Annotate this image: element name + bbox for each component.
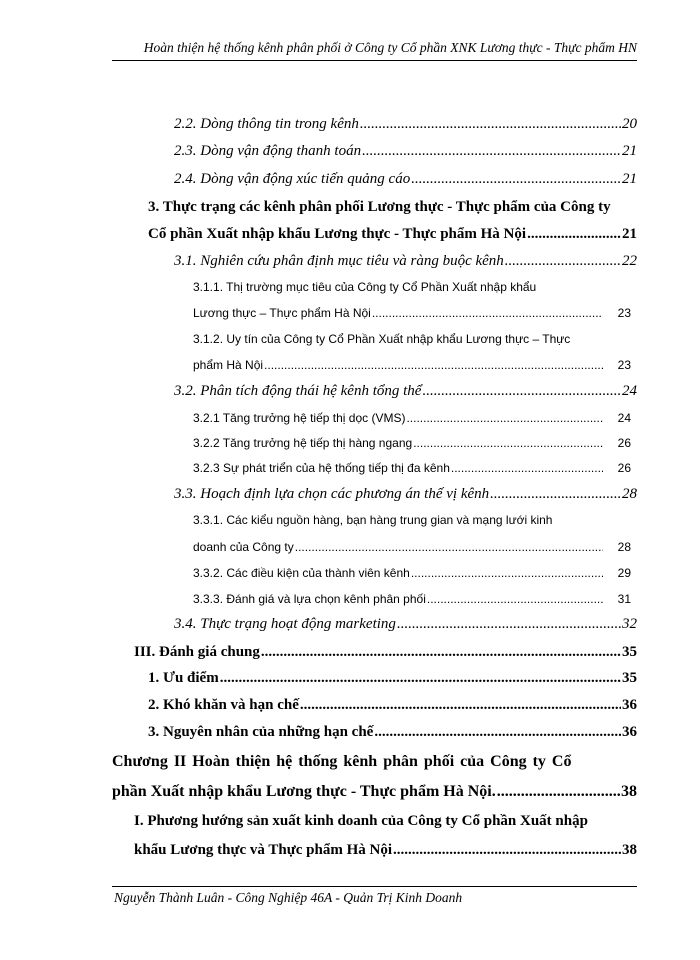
footer-author: Nguyễn Thành Luân - Công Nghiệp 46A - Quản Trị Kinh Doanh [114,890,463,905]
toc-leader [360,116,621,133]
toc-entry-iii-2[interactable] [148,697,637,714]
toc-entry-3[interactable] [148,226,637,243]
toc-entry-title: 3.2.1 Tăng trưởng hệ tiếp thị dọc (VMS) [193,411,406,425]
toc-entry-page: 21 [622,171,637,187]
toc-entry-title: 3.2.3 Sự phát triển của hệ thống tiếp thị đa kênh [193,461,450,475]
toc-entry-3-2-2[interactable] [193,436,631,450]
toc-entry-title: 3.2.2 Tăng trưởng hệ tiếp thị hàng ngang [193,436,413,450]
toc-entry-title: doanh của Công ty [193,540,294,554]
toc-entry-2-4[interactable] [174,171,637,188]
toc-entry-page: 21 [622,226,637,242]
toc-entry-iii-3[interactable] [148,724,637,741]
toc-entry-page: 32 [622,616,637,632]
toc-entry-title: 3.3.2. Các điều kiện của thành viên kênh [193,566,410,580]
toc-entry-title: 3.4. Thực trạng hoạt động marketing [174,616,396,632]
toc-entry-page: 23 [617,306,631,320]
toc-entry-page: 29 [617,566,631,580]
toc-leader [393,842,621,859]
toc-entry-iii-1[interactable] [148,670,637,687]
toc-entry-3-1-2[interactable] [193,358,631,372]
toc-entry-page: 38 [621,783,637,800]
toc-entry-3-3-3[interactable] [193,592,631,606]
toc-entry-page: 26 [617,436,631,450]
toc-leader [406,411,602,425]
toc-entry-3-4[interactable] [174,616,637,633]
toc-chapter-2-line1: Chương II Hoàn thiện hệ thống kênh phân phối của Công ty Cổ [112,753,572,770]
toc-entry-page: 28 [622,486,637,502]
toc-entry-title: Cổ phần Xuất nhập khẩu Lương thực - Thực phẩm Hà Nội [148,226,527,242]
toc-entry-title: 3. Nguyên nhân của những hạn chế [148,724,374,740]
toc-entry-page: 24 [617,411,631,425]
toc-entry-3-line1: 3. Thực trạng các kênh phân phối Lương thực - Thực phẩm của Công ty [148,199,611,215]
toc-leader [220,670,621,687]
toc-entry-title: 3.3.3. Đánh giá và lựa chọn kênh phân phối [193,592,426,606]
toc-leader [527,226,621,243]
toc-leader [374,724,621,741]
toc-entry-page: 31 [617,592,631,606]
toc-entry-3-3-2[interactable] [193,566,631,580]
toc-leader [411,171,621,188]
toc-leader [505,253,621,270]
toc-entry-page: 24 [622,383,637,399]
toc-entry-title: 2.4. Dòng vận động xúc tiến quảng cáo [174,171,411,187]
toc-leader [372,306,603,320]
toc-entry-title: Lương thực – Thực phẩm Hà Nội [193,306,371,320]
toc-entry-iii[interactable] [134,644,637,661]
toc-entry-page: 23 [617,358,631,372]
toc-leader [413,436,602,450]
toc-entry-page: 20 [622,116,637,132]
toc-entry-3-1-1-line1: 3.1.1. Thị trường mục tiêu của Công ty Cổ Phần Xuất nhập khẩu [193,280,537,294]
toc-leader [264,358,603,372]
toc-entry-title: 2.3. Dòng vận động thanh toán [174,143,362,159]
toc-leader [261,644,621,661]
toc-entry-title: 2. Khó khăn và hạn chế [148,697,299,713]
toc-leader [422,383,621,400]
toc-entry-page: 35 [622,644,637,660]
toc-entry-title: phẩm Hà Nội [193,358,264,372]
toc-leader [490,486,621,503]
toc-entry-title: 2.2. Dòng thông tin trong kênh [174,116,359,132]
toc-entry-3-3[interactable] [174,486,637,503]
toc-entry-page: 22 [622,253,637,269]
toc-entry-title: 1. Ưu điểm [148,670,219,686]
toc-leader [427,592,603,606]
toc-entry-3-3-1[interactable] [193,540,631,554]
header-title: Hoàn thiện hệ thống kênh phân phối ở Công ty Cổ phần XNK Lương thực - Thực phẩm HN [143,40,637,55]
toc-leader [295,540,603,554]
toc-entry-title: 3.2. Phân tích động thái hệ kênh tổng thể [174,383,422,399]
toc-entry-2-3[interactable] [174,143,637,160]
toc-leader [362,143,621,160]
toc-entry-3-1-2-line1: 3.1.2. Uy tín của Công ty Cổ Phần Xuất nhập khẩu Lương thực – Thực [193,332,571,346]
toc-leader [451,461,603,475]
toc-entry-title: phần Xuất nhập khẩu Lương thực - Thực phẩm Hà Nội. [112,783,496,800]
toc-entry-page: 38 [622,842,637,858]
page-footer [112,886,637,905]
toc-entry-title: 3.1. Nghiên cứu phân định mục tiêu và ràng buộc kênh [174,253,504,269]
toc-entry-page: 35 [622,670,637,686]
toc-entry-3-2[interactable] [174,383,637,400]
toc-entry-ii-i[interactable] [134,842,637,859]
toc-entry-3-2-3[interactable] [193,461,631,475]
toc-entry-3-1[interactable] [174,253,637,270]
toc-entry-page: 21 [622,143,637,159]
toc-entry-page: 36 [622,697,637,713]
toc-entry-title: III. Đánh giá chung [134,644,260,660]
toc-entry-3-2-1[interactable] [193,411,631,425]
toc-entry-page: 28 [617,540,631,554]
toc-entry-ii-i-line1: I. Phương hướng sản xuất kinh doanh của Công ty Cổ phần Xuất nhập [134,813,588,829]
toc-chapter-2[interactable] [112,783,637,801]
toc-entry-3-3-1-line1: 3.3.1. Các kiểu nguồn hàng, bạn hàng trung gian và mạng lưới kinh [193,513,553,527]
toc-entry-title: 3.3. Hoạch định lựa chọn các phương án thế vị kênh [174,486,490,502]
toc-entry-title: khẩu Lương thực và Thực phẩm Hà Nội [134,842,393,858]
toc-entry-3-1-1[interactable] [193,306,631,320]
toc-entry-page: 36 [622,724,637,740]
toc-leader [497,783,620,801]
toc-leader [397,616,621,633]
toc-leader [300,697,621,714]
toc-entry-2-2[interactable] [174,116,637,133]
toc-entry-page: 26 [617,461,631,475]
toc-leader [411,566,603,580]
